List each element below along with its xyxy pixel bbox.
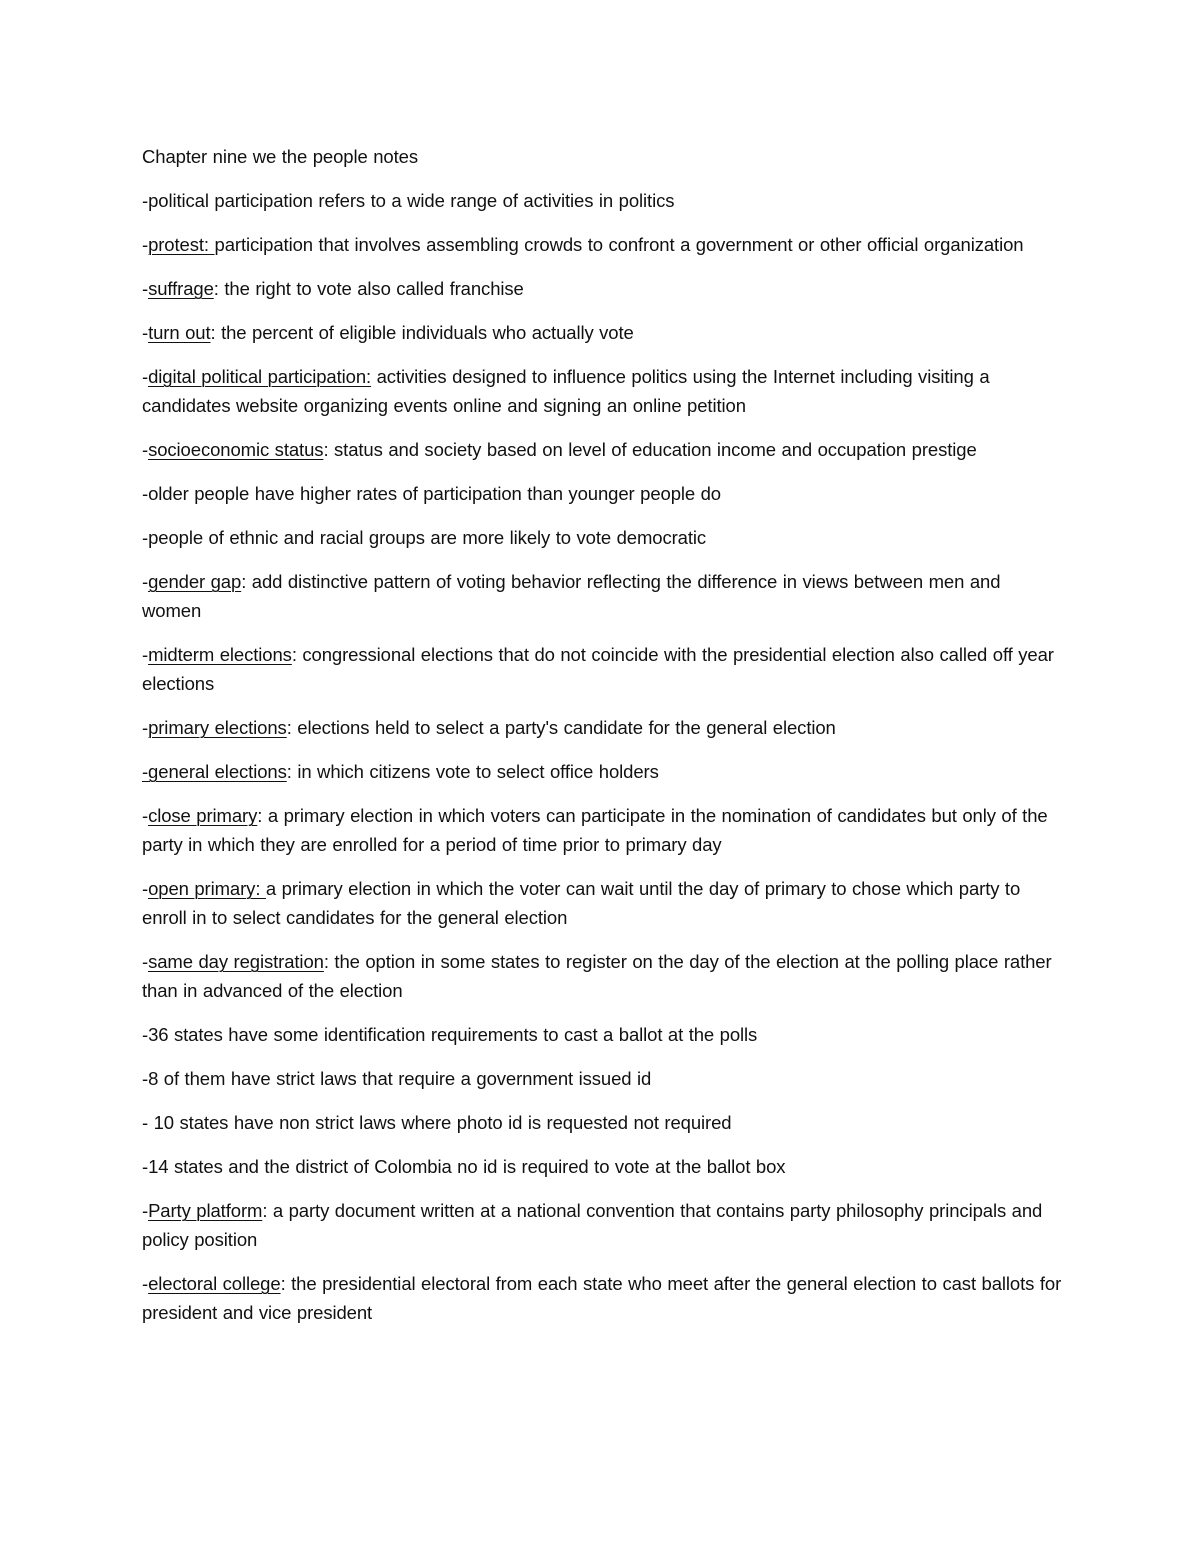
paragraph-term: protest: xyxy=(148,234,215,255)
paragraph-text: activities designed to influence politics using the Internet including visiting a candidates website organizing events online and signing an online petition xyxy=(142,366,990,416)
paragraph-text: 10 states have non strict laws where photo id is requested not required xyxy=(153,1112,732,1133)
paragraph-prefix: - xyxy=(142,527,149,548)
note-paragraph xyxy=(142,1269,1062,1327)
paragraph-text: : in which citizens vote to select office holders xyxy=(286,761,659,782)
paragraph-term: primary elections xyxy=(148,717,287,738)
paragraph-text: 36 states have some identification requirements to cast a ballot at the polls xyxy=(148,1024,758,1045)
paragraph-term: same day registration xyxy=(148,951,324,972)
paragraph-prefix: - xyxy=(142,644,149,665)
note-paragraph xyxy=(142,801,1062,859)
note-paragraph xyxy=(142,1196,1062,1254)
paragraph-prefix: - xyxy=(142,234,149,255)
paragraph-text: : the presidential electoral from each state who meet after the general election to cast ballots for president and vice president xyxy=(142,1273,1062,1323)
paragraph-prefix: - xyxy=(142,278,149,299)
paragraph-text: : congressional elections that do not coincide with the presidential election also called off year elections xyxy=(142,644,1054,694)
paragraph-text: people of ethnic and racial groups are more likely to vote democratic xyxy=(148,527,707,548)
note-paragraph xyxy=(142,186,1062,215)
note-paragraph xyxy=(142,567,1062,625)
paragraph-prefix: - xyxy=(142,805,149,826)
paragraph-text: Chapter nine we the people notes xyxy=(142,146,418,167)
paragraph-term: suffrage xyxy=(148,278,214,299)
paragraph-prefix: - xyxy=(142,1068,149,1089)
paragraph-term: electoral college xyxy=(148,1273,281,1294)
note-paragraph xyxy=(142,1064,1062,1093)
paragraph-term: gender gap xyxy=(148,571,242,592)
paragraph-prefix: - xyxy=(142,717,149,738)
paragraph-prefix: - xyxy=(142,1273,149,1294)
note-paragraph xyxy=(142,874,1062,932)
paragraph-text: : the option in some states to register on the day of the election at the polling place rather than in advanced of the election xyxy=(142,951,1052,1001)
paragraph-term: socioeconomic status xyxy=(148,439,324,460)
paragraph-prefix: - xyxy=(142,1156,149,1177)
paragraph-text: older people have higher rates of participation than younger people do xyxy=(148,483,721,504)
note-paragraph xyxy=(142,362,1062,420)
paragraph-text: 14 states and the district of Colombia no id is required to vote at the ballot box xyxy=(148,1156,786,1177)
note-paragraph xyxy=(142,947,1062,1005)
paragraph-term: digital political participation: xyxy=(148,366,372,387)
note-paragraph xyxy=(142,435,1062,464)
paragraph-prefix: - xyxy=(142,1024,149,1045)
paragraph-prefix: - xyxy=(142,366,149,387)
paragraph-term: Party platform xyxy=(148,1200,263,1221)
note-paragraph xyxy=(142,757,1062,786)
paragraph-term: -general elections xyxy=(142,761,287,782)
note-paragraph xyxy=(142,1152,1062,1181)
paragraph-text: : a primary election in which voters can participate in the nomination of candidates but only of the party in which they are enrolled for a period of time prior to primary day xyxy=(142,805,1048,855)
note-paragraph xyxy=(142,523,1062,552)
note-paragraph xyxy=(142,230,1062,259)
paragraph-term: close primary xyxy=(148,805,258,826)
notes-body xyxy=(142,142,1062,1342)
paragraph-term: midterm elections xyxy=(148,644,292,665)
note-paragraph xyxy=(142,479,1062,508)
paragraph-prefix: - xyxy=(142,951,149,972)
paragraph-term: open primary: xyxy=(148,878,266,899)
heading-paragraph xyxy=(142,142,1062,171)
paragraph-text: 8 of them have strict laws that require a government issued id xyxy=(148,1068,652,1089)
paragraph-prefix: - xyxy=(142,1200,149,1221)
note-paragraph xyxy=(142,640,1062,698)
note-paragraph xyxy=(142,1108,1062,1137)
note-paragraph xyxy=(142,713,1062,742)
paragraph-text: : a party document written at a national convention that contains party philosophy principals and policy position xyxy=(142,1200,1043,1250)
paragraph-text: : status and society based on level of education income and occupation prestige xyxy=(323,439,977,460)
note-paragraph xyxy=(142,318,1062,347)
paragraph-text: political participation refers to a wide range of activities in politics xyxy=(148,190,675,211)
paragraph-text: : add distinctive pattern of voting behavior reflecting the difference in views between men and women xyxy=(142,571,1001,621)
note-paragraph xyxy=(142,274,1062,303)
note-paragraph xyxy=(142,1020,1062,1049)
paragraph-prefix: - xyxy=(142,878,149,899)
paragraph-text: : the percent of eligible individuals who actually vote xyxy=(210,322,634,343)
paragraph-prefix: - xyxy=(142,322,149,343)
paragraph-prefix: - xyxy=(142,439,149,460)
paragraph-text: participation that involves assembling crowds to confront a government or other official organization xyxy=(214,234,1024,255)
paragraph-text: a primary election in which the voter can wait until the day of primary to chose which party to enroll in to select candidates for the general election xyxy=(142,878,1021,928)
paragraph-term: turn out xyxy=(148,322,211,343)
paragraph-text: : elections held to select a party's candidate for the general election xyxy=(286,717,836,738)
paragraph-prefix: - xyxy=(142,190,149,211)
paragraph-prefix: - xyxy=(142,571,149,592)
paragraph-text: : the right to vote also called franchise xyxy=(213,278,524,299)
paragraph-prefix: - xyxy=(142,483,149,504)
paragraph-prefix: - xyxy=(142,1112,154,1133)
